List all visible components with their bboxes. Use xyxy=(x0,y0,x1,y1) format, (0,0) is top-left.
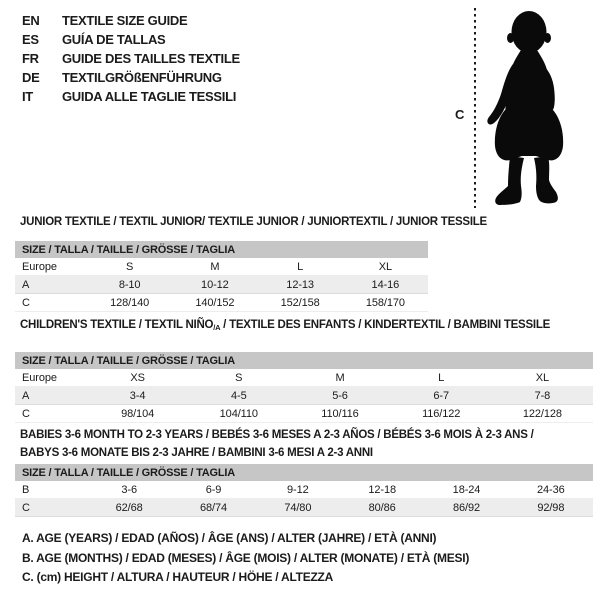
language-row-es xyxy=(22,30,240,49)
cell: 140/152 xyxy=(195,296,235,309)
row-label: Europe xyxy=(22,371,57,384)
cell: M xyxy=(210,260,220,273)
cell: 14-16 xyxy=(371,278,400,291)
language-label: GUÍA DE TALLAS xyxy=(62,32,166,47)
cell: L xyxy=(297,260,304,273)
row-label: C xyxy=(22,296,30,309)
table-row xyxy=(15,369,593,387)
language-label: TEXTILGRÖßENFÜHRUNG xyxy=(62,70,222,85)
children-section-title xyxy=(20,319,550,332)
row-label: A xyxy=(22,278,30,291)
cell: XS xyxy=(130,371,145,384)
cell: 122/128 xyxy=(522,407,562,420)
language-row-de xyxy=(22,68,240,87)
table-row xyxy=(15,387,593,405)
cell: 86/92 xyxy=(452,501,480,514)
cell: 8-10 xyxy=(118,278,141,291)
cell: 3-6 xyxy=(121,483,137,496)
legend-line-c: C. (cm) HEIGHT / ALTURA / HAUTEUR / HÖHE / ALTEZZA xyxy=(22,570,334,584)
cell: 80/86 xyxy=(368,501,396,514)
language-code: ES xyxy=(22,32,39,47)
cell: 152/158 xyxy=(280,296,320,309)
cell: S xyxy=(126,260,134,273)
language-label: TEXTILE SIZE GUIDE xyxy=(62,13,188,28)
cell: 98/104 xyxy=(121,407,155,420)
language-code: DE xyxy=(22,70,40,85)
size-header-bar: SIZE / TALLA / TAILLE / GRÖSSE / TAGLIA xyxy=(15,241,428,258)
language-row-en xyxy=(22,11,240,30)
language-row-fr xyxy=(22,49,240,68)
row-label: B xyxy=(22,483,30,496)
cell: 116/122 xyxy=(422,407,461,420)
cell: 5-6 xyxy=(332,389,348,402)
toddler-silhouette xyxy=(487,11,563,205)
junior-size-table xyxy=(15,241,428,312)
language-row-it xyxy=(22,87,240,106)
row-label: A xyxy=(22,389,30,402)
cell: 110/116 xyxy=(321,407,359,420)
toddler-silhouette-svg xyxy=(440,0,600,220)
cell: M xyxy=(335,371,345,384)
cell: 158/170 xyxy=(365,296,405,309)
table-row xyxy=(15,276,428,294)
cell: 7-8 xyxy=(534,389,551,402)
cell: 6-7 xyxy=(433,389,449,402)
language-label: GUIDE DES TAILLES TEXTILE xyxy=(62,51,240,66)
cell: XL xyxy=(378,260,392,273)
cell: 4-5 xyxy=(230,389,247,402)
cell: 92/98 xyxy=(537,501,565,514)
cell: 3-4 xyxy=(129,389,146,402)
cell: 24-36 xyxy=(537,483,565,496)
children-title-prefix: CHILDREN'S TEXTILE / TEXTIL NIÑO xyxy=(20,319,214,331)
cell: 62/68 xyxy=(115,501,143,514)
table-row xyxy=(15,481,593,499)
babies-section-title xyxy=(20,426,534,462)
table-row xyxy=(15,499,593,517)
height-marker-label: C xyxy=(455,107,465,122)
cell: 12-18 xyxy=(368,483,396,496)
legend-line-b: B. AGE (MONTHS) / EDAD (MESES) / ÂGE (MOIS) / ALTER (MONATE) / ETÀ (MESI) xyxy=(22,550,470,565)
cell: 74/80 xyxy=(284,501,312,514)
cell: L xyxy=(438,371,445,384)
cell: 68/74 xyxy=(199,501,227,514)
language-code: EN xyxy=(22,13,40,28)
size-header-bar: SIZE / TALLA / TAILLE / GRÖSSE / TAGLIA xyxy=(15,464,593,481)
children-size-table xyxy=(15,352,593,423)
table-row xyxy=(15,405,593,423)
babies-size-table xyxy=(15,464,593,517)
children-title-subscript: /A xyxy=(213,323,221,332)
cell: 12-13 xyxy=(286,278,314,291)
row-label: Europe xyxy=(22,260,57,273)
children-title-suffix: / TEXTILE DES ENFANTS / KINDERTEXTIL / BAMBINI TESSILE xyxy=(220,319,551,331)
cell: 10-12 xyxy=(201,278,229,291)
junior-section-title: JUNIOR TEXTILE / TEXTIL JUNIOR/ TEXTILE JUNIOR / JUNIORTEXTIL / JUNIOR TESSILE xyxy=(20,216,487,228)
legend-block xyxy=(22,529,469,588)
table-row xyxy=(15,294,428,312)
legend-line-a: A. AGE (YEARS) / EDAD (AÑOS) / ÂGE (ANS) / ALTER (JAHRE) / ETÀ (ANNI) xyxy=(22,531,437,545)
cell: S xyxy=(235,371,243,384)
language-label: GUIDA ALLE TAGLIE TESSILI xyxy=(62,89,237,104)
row-label: C xyxy=(22,407,30,420)
babies-title-line2: BABYS 3-6 MONATE BIS 2-3 JAHRE / BAMBINI 3-6 MESI A 2-3 ANNI xyxy=(20,447,373,459)
language-title-block xyxy=(22,11,240,106)
language-code: IT xyxy=(22,89,33,104)
size-header-bar: SIZE / TALLA / TAILLE / GRÖSSE / TAGLIA xyxy=(15,352,593,369)
toddler-figure xyxy=(440,0,600,220)
cell: XL xyxy=(535,371,550,384)
cell: 128/140 xyxy=(110,296,150,309)
table-row xyxy=(15,258,428,276)
cell: 6-9 xyxy=(205,483,222,496)
babies-title-line1: BABIES 3-6 MONTH TO 2-3 YEARS / BEBÉS 3-6 MESES A 2-3 AÑOS / BÉBÉS 3-6 MOIS À 2-3 ANS / xyxy=(20,429,534,441)
cell: 104/110 xyxy=(219,407,258,420)
row-label: C xyxy=(22,501,30,514)
cell: 9-12 xyxy=(287,483,309,496)
language-code: FR xyxy=(22,51,39,66)
cell: 18-24 xyxy=(452,483,481,496)
